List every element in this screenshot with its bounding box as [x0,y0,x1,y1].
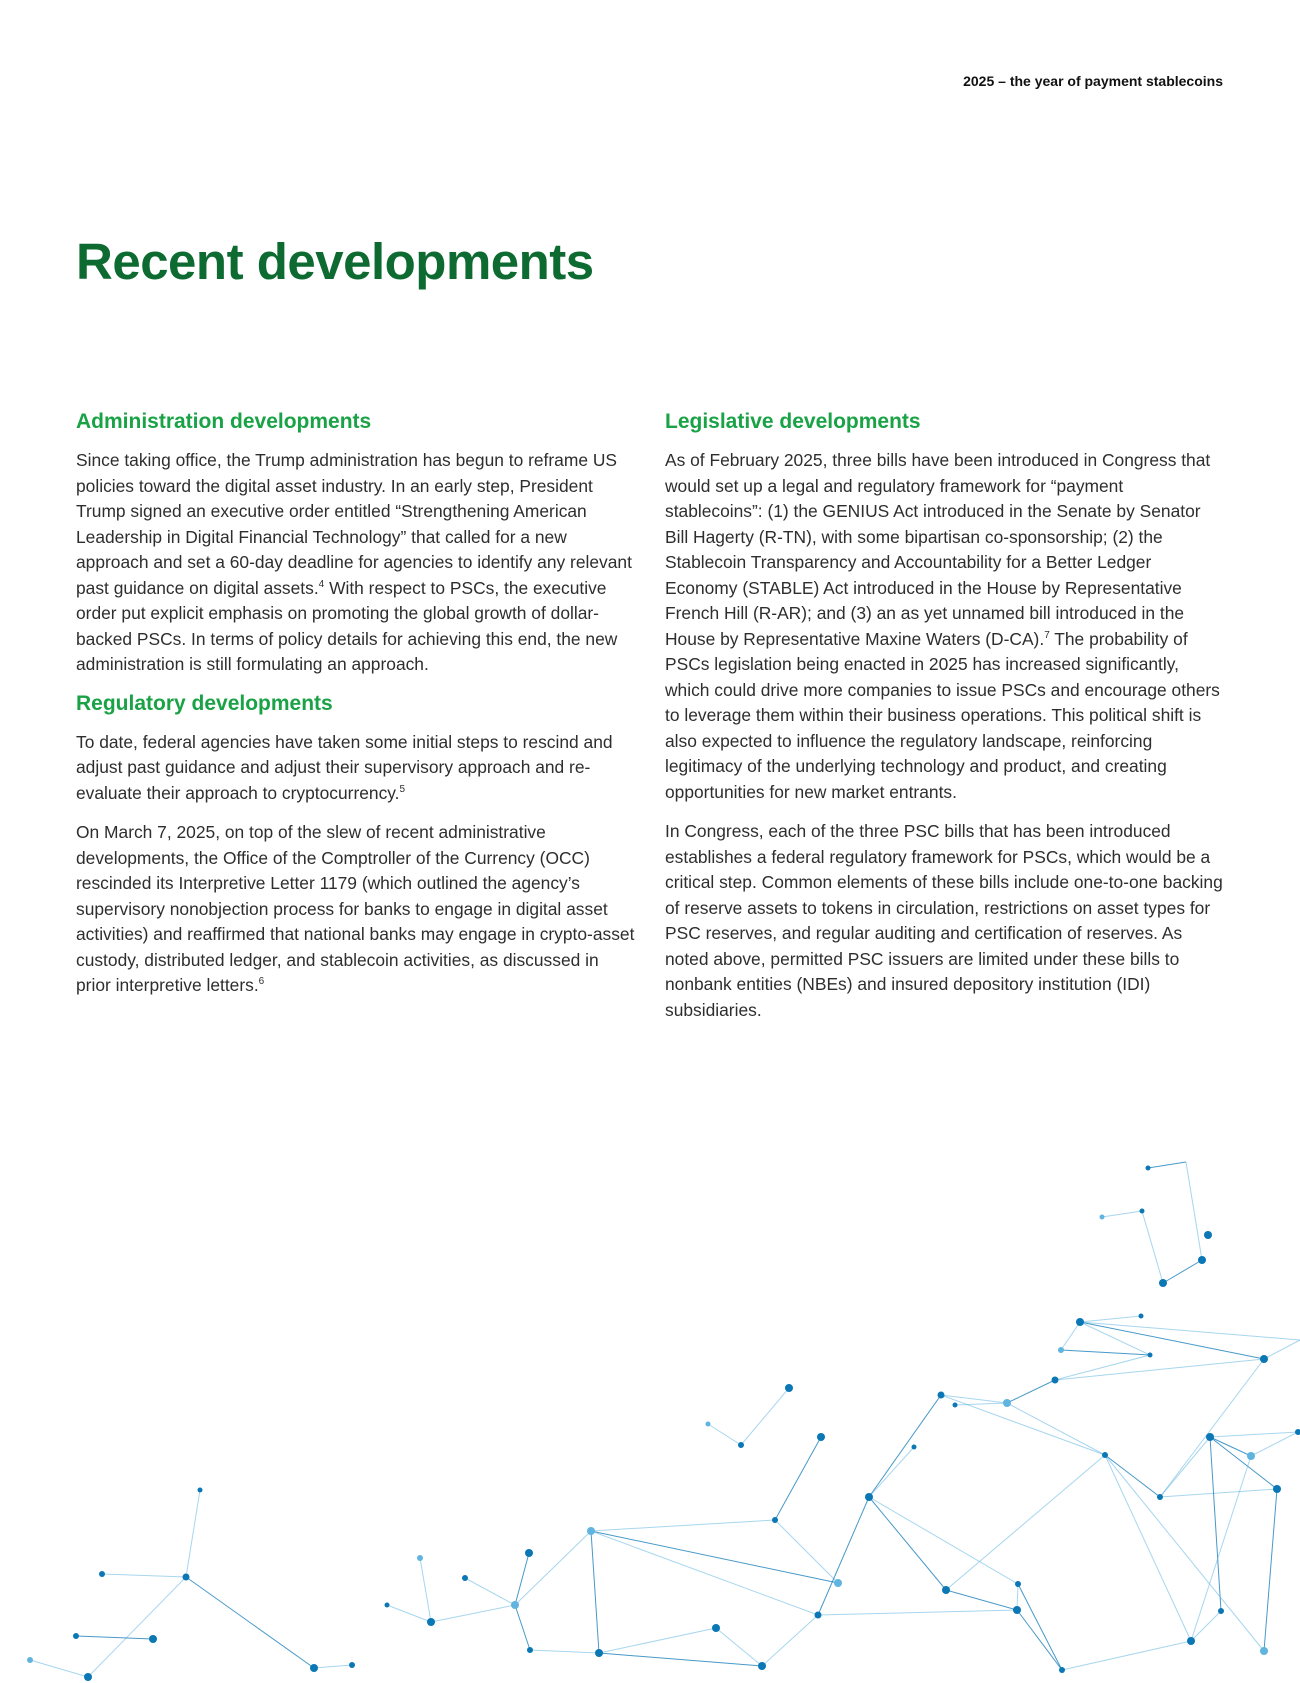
network-node [587,1527,595,1535]
network-node [834,1579,842,1587]
network-link [530,1650,599,1653]
network-link [88,1577,186,1677]
legislative-text-a: As of February 2025, three bills have been introduced in Congress that would set up a legal and regulatory framework for “payment stablecoins”: (1) the GENIUS Act introduced in the Senate by Senator Bill Hagerty (R-TN), with some bipartisan co-sponsorship; (2) the Stablecoin Transparency and Accountability for a Better Ledger Economy (STABLE) Act introduced in the House by Representative French Hill (R-AR); and (3) an as yet unnamed bill introduced in the House by Representative Maxine Waters (D-CA). [665,450,1211,649]
network-link [818,1610,1017,1615]
network-link [1142,1211,1163,1283]
network-node [1100,1215,1105,1220]
network-node [1157,1494,1163,1500]
network-link [1102,1211,1142,1217]
administration-paragraph [76,448,636,678]
network-link [869,1395,941,1497]
network-node [511,1601,519,1609]
network-link [741,1388,789,1445]
network-node [712,1624,720,1632]
regulatory-paragraph-2 [76,820,636,999]
network-node [385,1603,390,1608]
network-node [1140,1209,1145,1214]
network-link [420,1558,431,1622]
network-link [1061,1350,1150,1355]
network-node [1013,1606,1021,1614]
footnote-6: 6 [258,976,265,988]
network-link [946,1590,1017,1610]
legislative-paragraph-2: In Congress, each of the three PSC bills that has been introduced establishes a federal regulatory framework for PSCs, which would be a critical step. Common elements of these bills include one-to-one backing of reserve assets to tokens in circulation, restrictions on asset types for PSC reserves, and regular auditing and certification of reserves. As noted above, permitted PSC issuers are limited under these bills to nonbank entities (NBEs) and insured depository institution (IDI) subsidiaries. [665,821,1223,1020]
network-node [417,1555,423,1561]
network-node [1102,1452,1108,1458]
regulatory-text-1: To date, federal agencies have taken some initial steps to rescind and adjust past guidance and adjust their supervisory approach and re-evaluate their approach to cryptocurrency. [76,731,613,803]
network-link [1210,1437,1277,1489]
network-link [102,1574,186,1577]
network-link [1017,1610,1062,1670]
running-header: 2025 – the year of payment stablecoins [963,73,1223,89]
network-link [716,1628,762,1666]
network-link [591,1531,599,1653]
network-link [186,1577,314,1668]
network-link [1105,1455,1160,1497]
network-link [599,1653,762,1666]
network-link [775,1520,838,1583]
network-node [1015,1581,1021,1587]
network-link [591,1531,838,1583]
regulatory-paragraph-1 [76,730,636,807]
network-node [527,1647,533,1653]
network-node [785,1384,793,1392]
network-link [599,1628,716,1653]
network-link [1080,1316,1141,1322]
network-link [1210,1437,1221,1611]
network-link [30,1660,88,1677]
network-link [1018,1584,1062,1670]
network-node [595,1649,603,1657]
administration-heading: Administration developments [76,410,372,433]
network-node [953,1403,958,1408]
network-link [818,1497,869,1615]
network-node [310,1664,318,1672]
network-node [1204,1231,1212,1239]
network-node [817,1433,825,1441]
network-node [1273,1485,1281,1493]
network-link [869,1497,1018,1584]
network-node [1059,1667,1065,1673]
legislative-text-b: The probability of PSCs legislation being enacted in 2025 has increased significantly, which could drive more companies to issue PSCs and encourage others to leverage them within their business operations. This political shift is also expected to influence the regulatory landscape, reinforcing legitimacy of the underlying technology and product, and creating opportunities for new market entrants. [665,628,1220,802]
network-node [525,1549,533,1557]
footnote-7: 7 [1044,629,1050,641]
network-node [99,1571,105,1577]
network-lines [30,1162,1300,1677]
administration-text-a: Since taking office, the Trump administration has begun to reframe US policies toward the digital asset industry. In an early step, President Trump signed an executive order entitled “Strengthening American Leadership in Digital Financial Technology” that called for a new approach and set a 60-day deadline for agencies to identify any relevant past guidance on digital assets. [76,450,632,598]
network-node [1218,1608,1224,1614]
network-link [1007,1380,1055,1403]
network-node [462,1575,468,1581]
network-node [738,1442,744,1448]
left-column [76,410,636,1013]
network-link [1148,1162,1186,1168]
network-link [869,1447,914,1497]
network-node [1198,1256,1206,1264]
network-link [465,1578,515,1605]
network-link [1264,1489,1277,1651]
network-link [708,1424,741,1445]
network-node [183,1574,190,1581]
network-node [27,1657,33,1663]
network-nodes [27,1166,1300,1682]
network-link [1163,1260,1202,1283]
network-link [314,1665,352,1668]
network-link [1264,1340,1300,1359]
network-link [1062,1641,1191,1670]
network-node [349,1662,355,1668]
network-link [76,1636,153,1639]
network-link [1160,1489,1277,1497]
network-node [758,1662,766,1670]
network-node [772,1517,778,1523]
network-link [775,1437,821,1520]
network-node [73,1633,79,1639]
legislative-paragraph-1 [665,448,1225,805]
network-node [912,1445,917,1450]
network-node [815,1612,822,1619]
regulatory-heading: Regulatory developments [76,691,333,715]
network-node [1076,1318,1084,1326]
network-node [1247,1452,1255,1460]
network-node [84,1673,92,1681]
network-node [865,1493,873,1501]
network-link [1210,1432,1298,1437]
page-title: Recent developments [76,233,594,290]
network-link [762,1615,818,1666]
administration-text-b: With respect to PSCs, the executive order put explicit emphasis on promoting the global growth of dollar-backed PSCs. In terms of policy details for achieving this end, the new administration is still formulating an approach. [76,577,618,674]
network-link [1055,1355,1150,1380]
regulatory-text-2: On March 7, 2025, on top of the slew of recent administrative developments, the Office of the Comptroller of the Currency (OCC) rescinded its Interpretive Letter 1179 (which outlined the agency’s supervisory nonobjection process for banks to engage in digital asset activities) and reaffirmed that national banks may engage in crypto-asset custody, distributed ledger, and stablecoin activities, as discussed in prior interpretive letters. [76,822,635,995]
network-node [1260,1355,1268,1363]
network-link [186,1490,200,1577]
network-node [427,1618,435,1626]
network-link [1105,1455,1264,1651]
network-node [1159,1279,1167,1287]
network-node [149,1635,157,1643]
network-link [515,1605,530,1650]
network-link [1251,1432,1298,1456]
network-link [1160,1437,1210,1497]
network-node [1295,1429,1300,1435]
network-node [942,1586,950,1594]
network-node [1146,1166,1151,1171]
network-node [1052,1377,1059,1384]
footnote-4: 4 [318,578,325,590]
network-link [515,1531,591,1605]
footnote-5: 5 [399,783,406,795]
network-node [1058,1347,1064,1353]
network-node [1148,1353,1153,1358]
network-link [387,1605,431,1622]
network-link [1105,1455,1191,1641]
network-link [1007,1403,1105,1455]
network-node [1139,1314,1144,1319]
network-node [1187,1637,1195,1645]
network-link [1061,1322,1080,1350]
network-node [1003,1399,1011,1407]
network-graphic [0,1140,1300,1683]
network-link [941,1395,1105,1455]
network-node [706,1422,711,1427]
network-node [198,1488,203,1493]
network-link [515,1553,529,1605]
network-link [869,1497,946,1590]
network-node [1260,1647,1268,1655]
network-link [591,1531,818,1615]
legislative-heading: Legislative developments [665,410,921,433]
network-link [1055,1359,1264,1380]
network-link [591,1520,775,1531]
network-link [1186,1162,1202,1260]
network-link [431,1605,515,1622]
network-link [1080,1322,1264,1359]
network-link [946,1455,1105,1590]
network-node [938,1392,945,1399]
right-column [665,410,1225,1037]
network-node [1206,1433,1214,1441]
